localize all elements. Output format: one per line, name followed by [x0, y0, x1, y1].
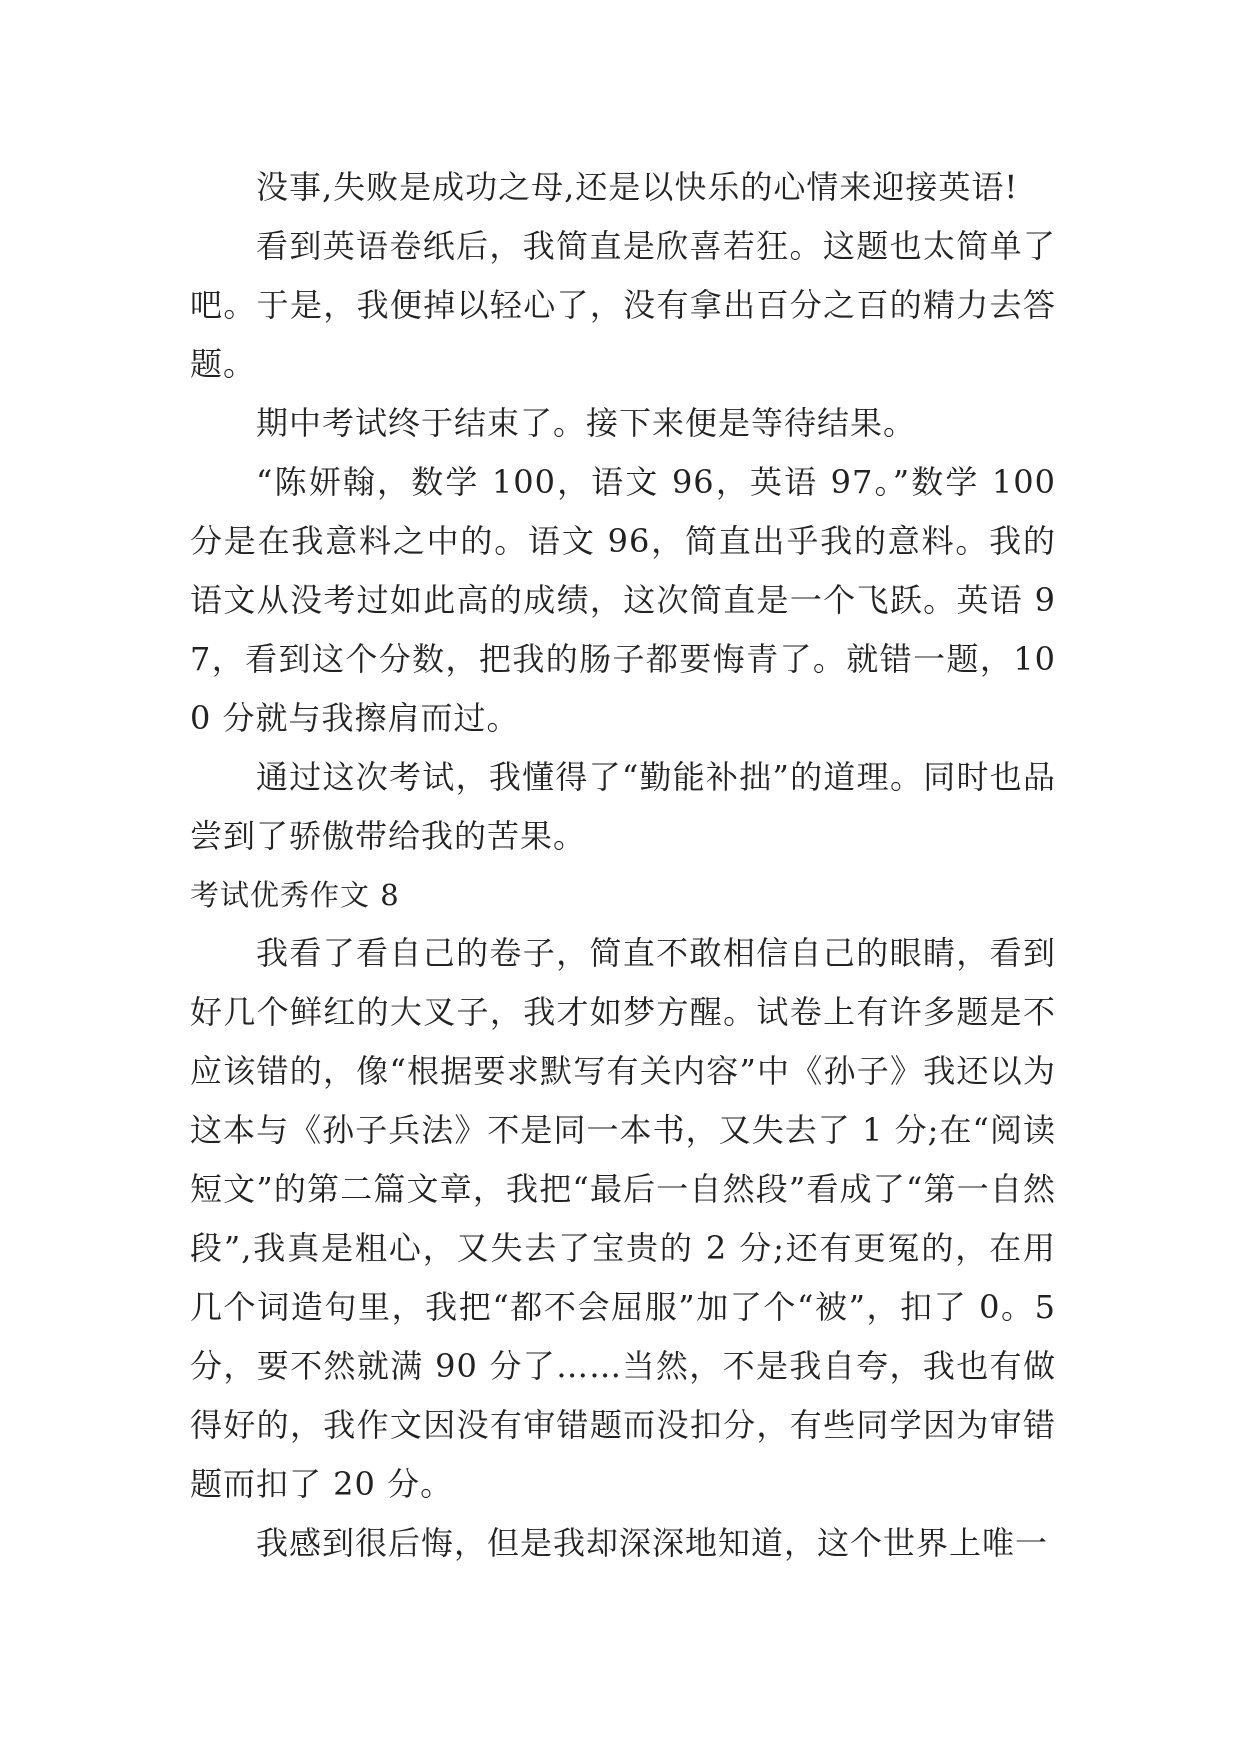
section-heading: 考试优秀作文 8	[190, 878, 400, 912]
paragraph-english-paper: 看到英语卷纸后，我简直是欣喜若狂。这题也太简单了吧。于是，我便掉以轻心了，没有拿出百分之百的精力去答题。	[190, 227, 1056, 383]
document-page	[190, 158, 1056, 1573]
paragraph-scores: “陈妍翰，数学 100，语文 96，英语 97。”数学 100 分是在我意料之中的。语文 96，简直出乎我的意料。我的语文从没考过如此高的成绩，这次简直是一个飞跃。英语 97，看到这个分数，把我的肠子都要悔青了。就错一题，100 分就与我擦肩而过。	[190, 463, 1056, 737]
paragraph-lesson-learned: 通过这次考试，我懂得了“勤能补拙”的道理。同时也品尝到了骄傲带给我的苦果。	[190, 758, 1056, 855]
paragraph-own-paper: 我看了看自己的卷子，简直不敢相信自己的眼睛，看到好几个鲜红的大叉子，我才如梦方醒。试卷上有许多题是不应该错的，像“根据要求默写有关内容”中《孙子》我还以为这本与《孙子兵法》不是同一本书，又失去了 1 分;在“阅读短文”的第二篇文章，我把“最后一自然段”看成了“第一自然段”,我真是粗心，又失去了宝贵的 2 分;还有更冤的，在用几个词造句里，我把“都不会屈服”加了个“被”，扣了 0。5 分，要不然就满 90 分了……当然，不是我自夸，我也有做得好的，我作文因没有审错题而没扣分，有些同学因为审错题而扣了 20 分。	[190, 934, 1056, 1503]
paragraph-regret: 我感到很后悔，但是我却深深地知道，这个世界上唯一	[256, 1524, 1049, 1562]
paragraph-exam-ended: 期中考试终于结束了。接下来便是等待结果。	[256, 404, 917, 442]
paragraph-fail-is-mother: 没事,失败是成功之母,还是以快乐的心情来迎接英语!	[256, 168, 1019, 206]
